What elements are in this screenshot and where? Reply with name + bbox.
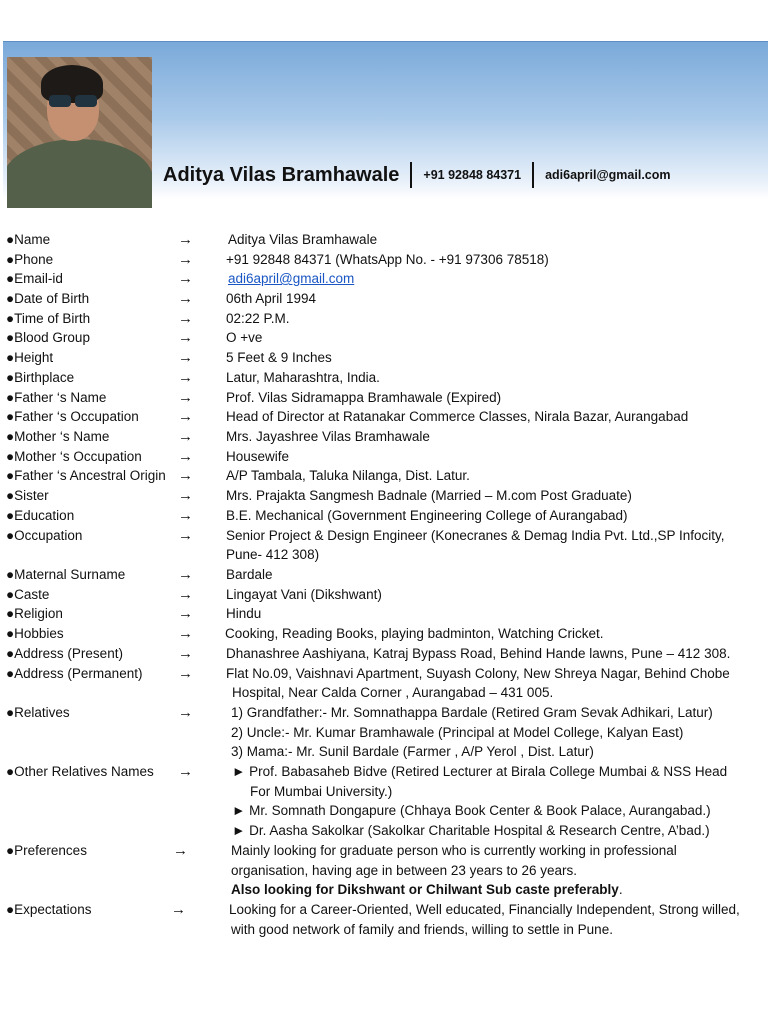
arrow: →: [178, 448, 193, 465]
relative-item: 3) Mama:- Mr. Sunil Bardale (Farmer , A/P Yerol , Dist. Latur): [231, 744, 594, 759]
label-relatives: ●Relatives: [6, 705, 70, 720]
label-occupation: ●Occupation: [6, 528, 83, 543]
header-contact-line: [163, 160, 671, 190]
value-address-permanent-line1: Flat No.09, Vaishnavi Apartment, Suyash Colony, New Shreya Nagar, Behind Chobe: [226, 666, 730, 681]
value-blood-group: O +ve: [226, 330, 263, 345]
label-email: ●Email-id: [6, 271, 63, 286]
label-education: ●Education: [6, 508, 75, 523]
value-maternal-surname: Bardale: [226, 567, 273, 582]
label-address-permanent: ●Address (Permanent): [6, 666, 143, 681]
value-birthplace: Latur, Maharashtra, India.: [226, 370, 380, 385]
value-hobbies: Cooking, Reading Books, playing badminton, Watching Cricket.: [225, 626, 604, 641]
value-father-name: Prof. Vilas Sidramappa Bramhawale (Expired): [226, 390, 502, 405]
arrow: →: [178, 763, 193, 780]
arrow: →: [178, 251, 193, 268]
arrow: →: [178, 310, 193, 327]
value-mother-occupation: Housewife: [226, 449, 290, 464]
separator: [410, 162, 412, 188]
value-address-permanent-line2: Hospital, Near Calda Corner , Aurangabad – 431 005.: [232, 685, 554, 700]
value-name: Aditya Vilas Bramhawale: [228, 232, 378, 247]
label-height: ●Height: [6, 350, 54, 365]
label-maternal-surname: ●Maternal Surname: [6, 567, 126, 582]
arrow: →: [178, 566, 193, 583]
arrow: →: [178, 507, 193, 524]
label-name: ●Name: [6, 232, 51, 247]
arrow: →: [171, 901, 186, 918]
value-preferences-line2: organisation, having age in between 23 years to 26 years.: [231, 863, 577, 878]
other-relative-item: ► Mr. Somnath Dongapure (Chhaya Book Center & Book Palace, Aurangabad.): [232, 803, 711, 818]
arrow: →: [178, 389, 193, 406]
value-mother-name: Mrs. Jayashree Vilas Bramhawale: [226, 429, 430, 444]
arrow: →: [178, 408, 193, 425]
label-dob: ●Date of Birth: [6, 291, 90, 306]
arrow: →: [178, 329, 193, 346]
preferences-period: .: [618, 882, 623, 897]
other-relative-item: For Mumbai University.): [250, 784, 393, 799]
arrow: →: [178, 605, 193, 622]
header-email: adi6april@gmail.com: [545, 168, 671, 182]
label-mother-name: ●Mother ‘s Name: [6, 429, 110, 444]
arrow: →: [178, 665, 193, 682]
value-expectations-line1: Looking for a Career-Oriented, Well educated, Financially Independent, Strong willed,: [229, 902, 740, 917]
value-dob: 06th April 1994: [226, 291, 317, 306]
label-birthplace: ●Birthplace: [6, 370, 75, 385]
value-father-occupation: Head of Director at Ratanakar Commerce Classes, Nirala Bazar, Aurangabad: [226, 409, 689, 424]
label-religion: ●Religion: [6, 606, 63, 621]
separator: [532, 162, 534, 188]
value-phone: +91 92848 84371 (WhatsApp No. - +91 97306 78518): [226, 252, 549, 267]
arrow: →: [178, 704, 193, 721]
arrow: →: [178, 290, 193, 307]
header-banner: [3, 41, 768, 213]
value-address-present: Dhanashree Aashiyana, Katraj Bypass Road, Behind Hande lawns, Pune – 412 308.: [226, 646, 731, 661]
value-caste: Lingayat Vani (Dikshwant): [226, 587, 382, 602]
arrow: →: [178, 586, 193, 603]
arrow: →: [178, 428, 193, 445]
arrow: →: [178, 349, 193, 366]
label-hobbies: ●Hobbies: [6, 626, 64, 641]
arrow: →: [178, 231, 193, 248]
label-father-occupation: ●Father ‘s Occupation: [6, 409, 139, 424]
label-caste: ●Caste: [6, 587, 50, 602]
value-preferences-line1: Mainly looking for graduate person who is currently working in professional: [231, 843, 677, 858]
label-blood-group: ●Blood Group: [6, 330, 90, 345]
arrow: →: [178, 527, 193, 544]
value-occupation-line1: Senior Project & Design Engineer (Konecranes & Demag India Pvt. Ltd.,SP Infocity,: [226, 528, 725, 543]
arrow: →: [178, 645, 193, 662]
full-name-heading: Aditya Vilas Bramhawale: [163, 163, 400, 186]
label-sister: ●Sister: [6, 488, 49, 503]
value-occupation-line2: Pune- 412 308): [226, 547, 320, 562]
relative-item: 2) Uncle:- Mr. Kumar Bramhawale (Principal at Model College, Kalyan East): [231, 725, 684, 740]
arrow: →: [178, 625, 193, 642]
preferences-bold-text: Also looking for Dikshwant or Chilwant Sub caste preferably: [231, 882, 619, 897]
arrow: →: [178, 369, 193, 386]
other-relative-item: ► Prof. Babasaheb Bidve (Retired Lecturer at Birala College Mumbai & NSS Head: [232, 764, 728, 779]
value-education: B.E. Mechanical (Government Engineering College of Aurangabad): [226, 508, 628, 523]
arrow: →: [178, 487, 193, 504]
arrow: →: [173, 842, 188, 859]
label-expectations: ●Expectations: [6, 902, 92, 917]
other-relative-item: ► Dr. Aasha Sakolkar (Sakolkar Charitable Hospital & Research Centre, A’bad.): [232, 823, 710, 838]
label-address-present: ●Address (Present): [6, 646, 123, 661]
value-expectations-line2: with good network of family and friends, willing to settle in Pune.: [231, 922, 613, 937]
value-tob: 02:22 P.M.: [226, 311, 290, 326]
profile-photo: [7, 57, 152, 208]
label-mother-occupation: ●Mother ‘s Occupation: [6, 449, 142, 464]
value-ancestral-origin: A/P Tambala, Taluka Nilanga, Dist. Latur.: [226, 468, 470, 483]
email-link[interactable]: adi6april@gmail.com: [228, 271, 355, 286]
label-father-name: ●Father ‘s Name: [6, 390, 107, 405]
arrow: →: [178, 467, 193, 484]
value-sister: Mrs. Prajakta Sangmesh Badnale (Married – M.com Post Graduate): [226, 488, 632, 503]
value-religion: Hindu: [226, 606, 262, 621]
label-phone: ●Phone: [6, 252, 54, 267]
header-phone: +91 92848 84371: [423, 168, 522, 182]
relative-item: 1) Grandfather:- Mr. Somnathappa Bardale (Retired Gram Sevak Adhikari, Latur): [231, 705, 713, 720]
label-other-relatives: ●Other Relatives Names: [6, 764, 154, 779]
label-preferences: ●Preferences: [6, 843, 87, 858]
label-tob: ●Time of Birth: [6, 311, 91, 326]
value-height: 5 Feet & 9 Inches: [226, 350, 332, 365]
arrow: →: [178, 270, 193, 287]
value-preferences-line3: [231, 880, 623, 900]
label-ancestral-origin: ●Father ‘s Ancestral Origin: [6, 468, 166, 483]
